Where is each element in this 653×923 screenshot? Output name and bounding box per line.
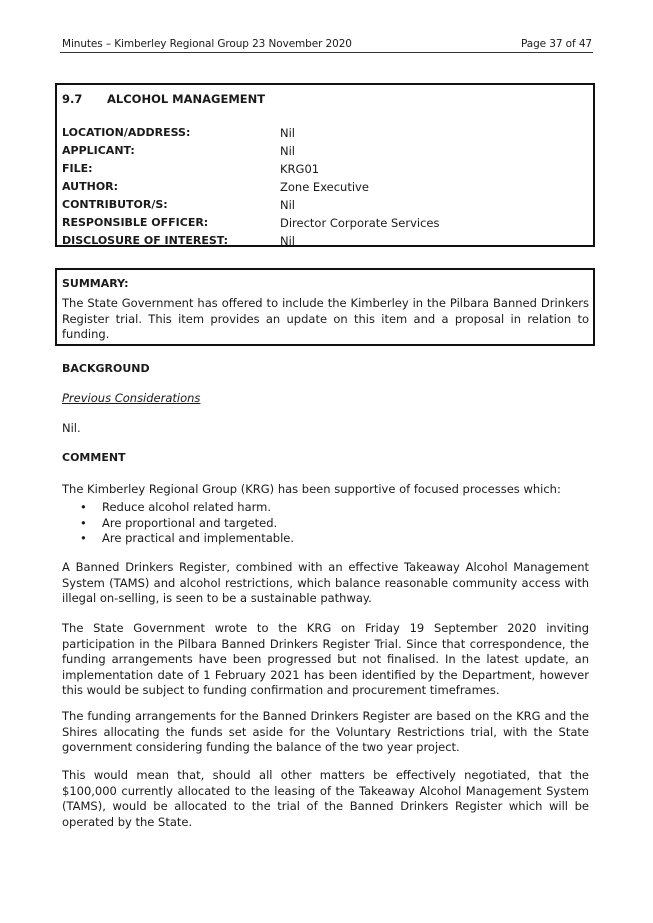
field-label-contributors: CONTRIBUTOR/S: [62,198,168,211]
comment-intro: The Kimberley Regional Group (KRG) has been supportive of focused processes which: [62,482,561,496]
bullet-icon: • [80,500,87,514]
field-value-author: Zone Executive [280,180,369,194]
comment-paragraph-3: The funding arrangements for the Banned Drinkers Register are based on the KRG and the Shires allocating the funds set aside for the Voluntary Restrictions trial, with the State government considering funding the balance of the two year project. [62,709,589,754]
field-value-applicant: Nil [280,144,295,158]
background-text: Nil. [62,421,81,435]
comment-bullet-list [80,500,294,547]
summary-text: The State Government has offered to include the Kimberley in the Pilbara Banned Drinkers Register trial. This item provides an update on this item and a proposal in relation to funding. [62,296,589,341]
bullet-icon: • [80,531,87,545]
list-item-text: Are proportional and targeted. [102,515,278,530]
field-label-disclosure: DISCLOSURE OF INTEREST: [62,234,229,247]
item-title: ALCOHOL MANAGEMENT [107,92,266,106]
field-label-location: LOCATION/ADDRESS: [62,126,191,139]
comment-paragraph-1: A Banned Drinkers Register, combined with an effective Takeaway Alcohol Management System (TAMS) and alcohol restrictions, which balance reasonable community access with illegal on-selling, is seen to be a sustainable pathway. [62,560,589,605]
item-number: 9.7 [62,92,83,106]
list-item-text: Reduce alcohol related harm. [102,500,272,514]
field-value-disclosure: Nil [280,234,295,248]
header-title: Minutes – Kimberley Regional Group 23 November 2020 [62,38,352,50]
field-value-file: KRG01 [280,162,320,176]
field-label-responsible-officer: RESPONSIBLE OFFICER: [62,216,209,229]
list-item [80,516,294,532]
previous-considerations-subheading: Previous Considerations [62,391,201,405]
comment-heading: COMMENT [62,451,126,464]
field-label-file: FILE: [62,162,93,175]
field-label-author: AUTHOR: [62,180,119,193]
field-label-applicant: APPLICANT: [62,144,135,157]
background-heading: BACKGROUND [62,362,150,375]
comment-paragraph-2: The State Government wrote to the KRG on Friday 19 September 2020 inviting participation in the Pilbara Banned Drinkers Register Trial. Since that correspondence, the funding arrangements have been progressed but not finalised. In the latest update, an implementation date of 1 February 2021 has been identified by the Department, however this would be subject to funding confirmation and procurement timeframes. [62,621,589,697]
field-value-responsible-officer: Director Corporate Services [280,216,440,230]
field-value-contributors: Nil [280,198,295,212]
comment-paragraph-4: This would mean that, should all other matters be effectively negotiated, that the $100,000 currently allocated to the leasing of the Takeaway Alcohol Management System (TAMS), would be allocated to the trial of the Banned Drinkers Register which will be operated by the State. [62,768,589,829]
bullet-icon: • [80,515,87,530]
summary-heading: SUMMARY: [62,277,129,290]
list-item [80,531,294,547]
page-number: Page 37 of 47 [521,38,592,50]
field-value-location: Nil [280,126,295,140]
list-item-text: Are practical and implementable. [102,531,295,545]
header-divider [60,52,593,53]
list-item [80,500,294,516]
